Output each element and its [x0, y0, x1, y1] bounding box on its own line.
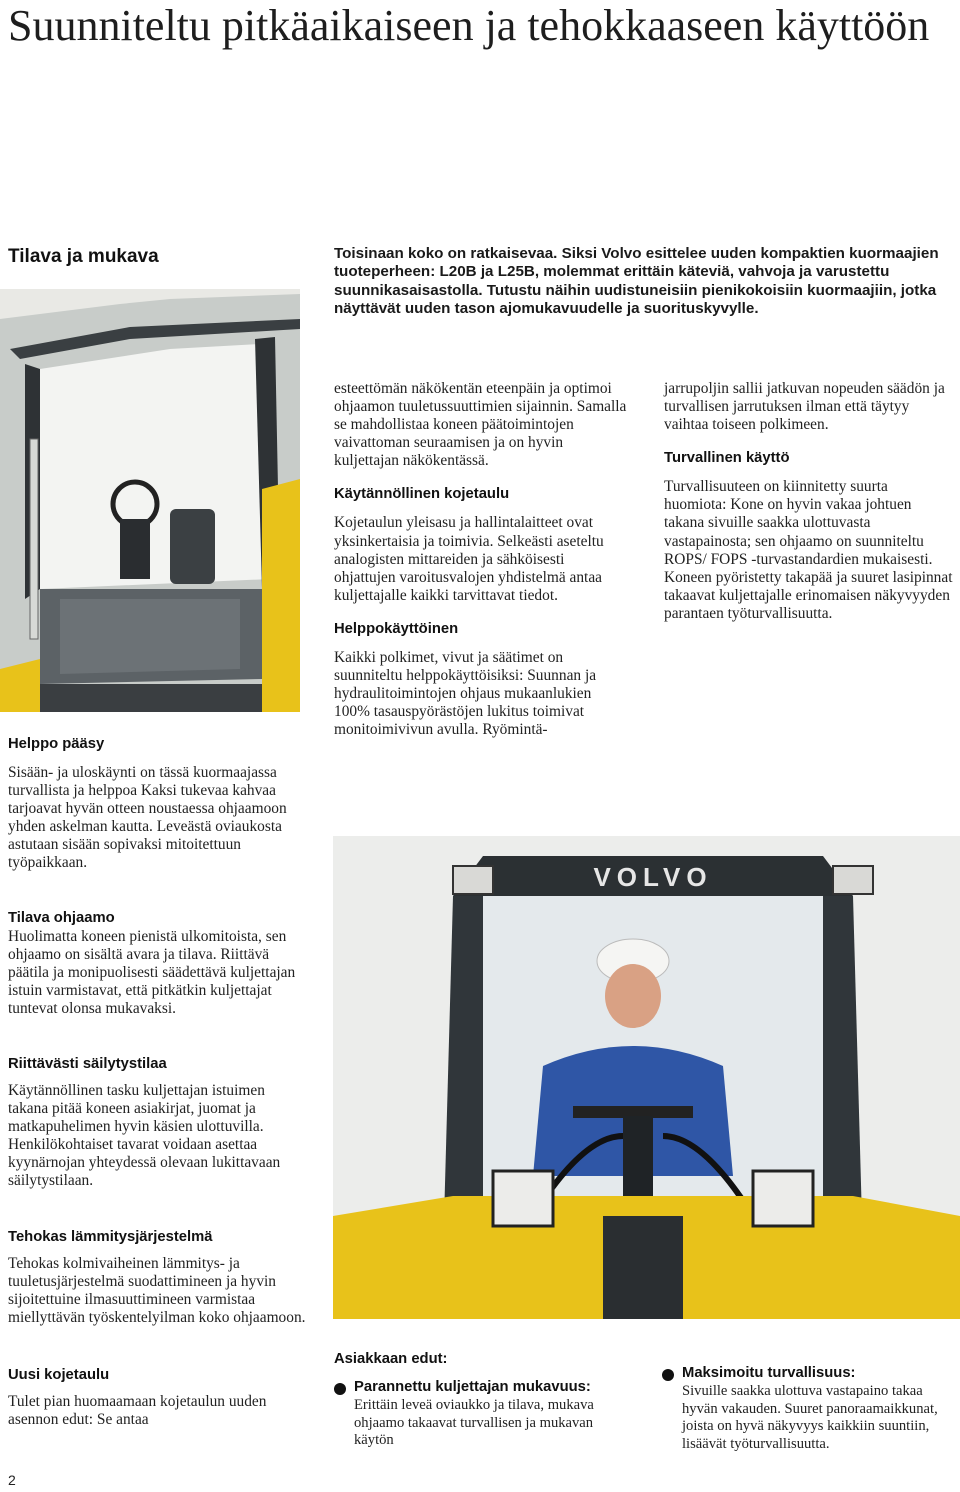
left-column [8, 736, 308, 873]
body-riittavasti-sailytystilaa: Käytännöllinen tasku kuljettajan istuimen takana pitää koneen asiakirjat, juomat ja matkapuhelimen hyvin käsien ulottuvilla. Henkilökohtaiset tavarat voidaan asettaa kyynärnojan yhteydessä olevaan lukittavaan säilytystilaan. [8, 1082, 281, 1190]
benefits-heading: Asiakkaan edut: [334, 1351, 448, 1367]
page-title: Suunniteltu pitkäaikaiseen ja tehokkaaseen käyttöön [8, 1, 930, 50]
heading-riittavasti-sailytystilaa: Riittävästi säilytystilaa [8, 1056, 167, 1072]
benefit-title-1: Parannettu kuljettajan mukavuus: [354, 1379, 591, 1395]
heading-kaytannollinen-kojetaulu: Käytännöllinen kojetaulu [334, 486, 510, 503]
left-column-2 [8, 910, 308, 1018]
right-column [664, 380, 954, 623]
left-column-3 [8, 1056, 308, 1191]
left-column-4 [8, 1229, 308, 1327]
benefit-item-1 [334, 1379, 634, 1450]
body-helppo-paasy: Sisään- ja uloskäynti on tässä kuormaajassa turvallista ja helppoa Kaksi tukevaa kahvaa tarjoavat hyvän otteen noustaessa ohjaamoon yhden askelman kautta. Leveästä oviaukosta astutaan sisään sopivaksi mitoitettuun työpaikkaan. [8, 764, 287, 872]
heading-tehokas-lammitys: Tehokas lämmitysjärjestelmä [8, 1229, 213, 1245]
middle-column [334, 380, 629, 739]
body-right-continuation: jarrupoljin sallii jatkuvan nopeuden säädön ja turvallisen jarrutuksen ilman että täytyy vaihtaa toiseen polkimeen. [664, 380, 945, 434]
left-column-5 [8, 1367, 308, 1429]
bullet-icon [662, 1369, 674, 1381]
body-helppokayttoinen: Kaikki polkimet, vivut ja säätimet on suunniteltu helppokäyttöisiksi: Suunnan ja hydraulitoimintojen ohjaus mukaanlukien 100% tasauspyörästöjen lukitus toimivat monitoimivivun avulla. Ryömintä- [334, 648, 597, 739]
heading-helppo-paasy: Helppo pääsy [8, 736, 105, 752]
heading-uusi-kojetaulu: Uusi kojetaulu [8, 1367, 110, 1383]
body-tehokas-lammitys: Tehokas kolmivaiheinen lämmitys- ja tuuletusjärjestelmä suodattimineen ja hyvin sijoitettuine ilmasuuttimineen varmistaa miellyttävän työskentelyilman koko ohjaamoon. [8, 1255, 306, 1327]
benefit-item-2 [662, 1365, 957, 1453]
benefit-body-2: Sivuille saakka ulottuva vastapaino takaa hyvän vakauden. Suuret panoraamaikkunat, joista on hyvä näkyvyys kaikkiin suuntiin, lisäävät työturvallisuutta. [682, 1383, 938, 1452]
body-kaytannollinen-kojetaulu: Kojetaulun yleisasu ja hallintalaitteet ovat yksinkertaisia ja toimivia. Selkeästi aseteltu analogisten mittareiden ja sähköisesti ohjattujen varoitusvalojen yhdistelmä antaa kuljettajalle kaikki tarvittavat tiedot. [334, 514, 604, 604]
page-number: 2 [8, 1472, 16, 1488]
body-turvallinen-kaytto: Turvallisuuteen on kiinnitetty suurta huomiota: Kone on hyvin vakaa johtuen takana sivuille saakka ulottuvasta vastapainosta; sen ohjaamo on suunniteltu ROPS/ FOPS -turvastandardien mukaisesti. Koneen pyöristetty takapää ja suuret lasipinnat takaavat kuljettajalle erinomaisen näkyvyyden parantaen työturvallisuutta. [664, 478, 953, 622]
heading-tilava-ohjaamo: Tilava ohjaamo [8, 910, 115, 926]
benefit-title-2: Maksimoitu turvallisuus: [682, 1365, 856, 1381]
benefit-body-1: Erittäin leveä oviaukko ja tilava, mukava ohjaamo takaavat turvallisen ja mukavan käytön [354, 1397, 594, 1448]
body-uusi-kojetaulu: Tulet pian huomaamaan kojetaulun uuden asennon edut: Se antaa [8, 1393, 267, 1429]
heading-helppokayttoinen: Helppokäyttöinen [334, 620, 459, 637]
cab-door-photo [0, 289, 300, 712]
section-label: Tilava ja mukava [8, 246, 159, 267]
bullet-icon [334, 1383, 346, 1395]
volvo-logo-text: VOLVO [593, 862, 713, 892]
intro-paragraph: Toisinaan koko on ratkaisevaa. Siksi Volvo esittelee uuden kompaktien kuormaajien tuoteperheen: L20B ja L25B, molemmat erittäin käteviä, vahvoja ja varustettu suunnikasaisastolla. Tutustu näihin uudistuneisiin pienikokoisiin kuormaajiin, jotka näyttävät uuden tason ajomukavuudelle ja suorituskyvylle. [334, 245, 939, 318]
operator-cab-photo [333, 836, 960, 1319]
body-tilava-ohjaamo: Huolimatta koneen pienistä ulkomitoista, sen ohjaamo on sisältä avara ja tilava. Riittävä päätila ja monipuolisesti säädettävä kuljettajan istuin varmistavat, että pitkätkin kuljettajat tuntevat olonsa mukavaksi. [8, 928, 296, 1018]
body-mid-continuation: esteettömän näkökentän eteenpäin ja optimoi ohjaamon tuuletussuuttimien sijainnin. Samalla se mahdollistaa koneen päätoimintojen vaivattoman seuraamisen ja on hyvin kuljettajan näkökentässä. [334, 380, 627, 470]
heading-turvallinen-kaytto: Turvallinen käyttö [664, 450, 790, 467]
